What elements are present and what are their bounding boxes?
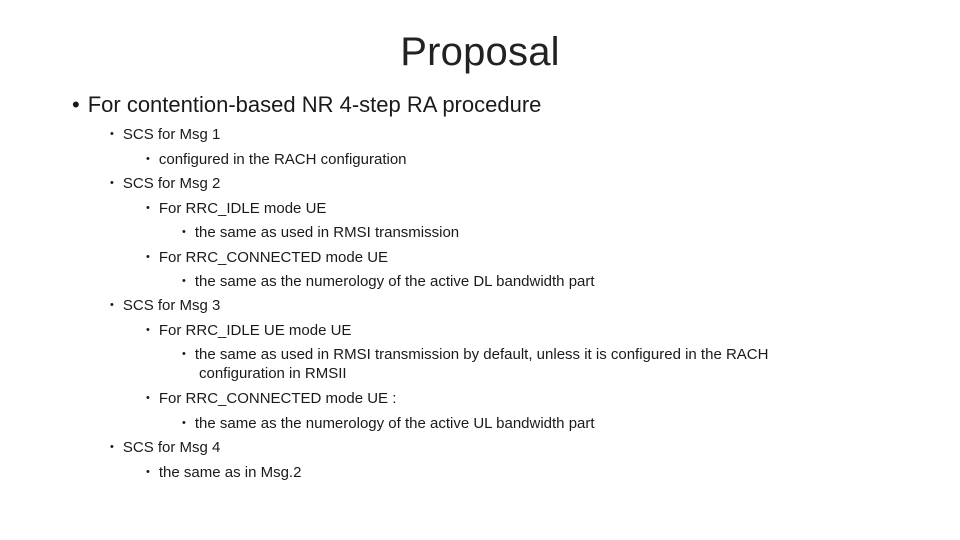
slide-title: Proposal	[400, 30, 560, 74]
bullet-text: For RRC_CONNECTED mode UE	[158, 249, 389, 266]
bullet-text: For RRC_IDLE UE mode UE	[158, 322, 352, 339]
bullet-text: configured in the RACH configuration	[158, 151, 407, 168]
bullet-dot: •	[110, 177, 114, 189]
bullet-level4	[182, 344, 768, 365]
bullet-dot: •	[182, 348, 186, 360]
bullet-dot: •	[182, 417, 186, 429]
bullet-dot: •	[110, 128, 114, 140]
bullet-text: SCS for Msg 4	[122, 439, 221, 456]
bullet-dot: •	[110, 441, 114, 453]
bullet-dot: •	[182, 275, 186, 287]
bullet-level3	[146, 198, 326, 219]
bullet-dot: •	[146, 392, 150, 404]
bullet-level3	[146, 320, 351, 341]
bullet-text: SCS for Msg 2	[122, 175, 221, 192]
bullet-level2	[110, 124, 220, 145]
bullet-dot: •	[146, 466, 150, 478]
bullet-text: For RRC_CONNECTED mode UE :	[158, 390, 397, 407]
bullet-dot: •	[146, 153, 150, 165]
bullet-level1	[72, 91, 541, 119]
bullet-level4	[182, 413, 595, 434]
bullet-level2	[110, 437, 220, 458]
bullet-level3	[146, 462, 301, 483]
bullet-text: the same as in Msg.2	[158, 464, 302, 481]
bullet-level3	[146, 388, 396, 409]
bullet-level3	[146, 149, 407, 170]
bullet-text: the same as used in RMSI transmission	[194, 224, 460, 241]
bullet-continuation: configuration in RMSII	[199, 365, 347, 382]
bullet-level2	[110, 295, 220, 316]
bullet-level4	[182, 222, 459, 243]
bullet-text: SCS for Msg 3	[122, 297, 221, 314]
bullet-text: the same as the numerology of the active UL bandwidth part	[194, 415, 595, 432]
bullet-dot: •	[182, 226, 186, 238]
bullet-text: the same as used in RMSI transmission by default, unless it is configured in the RACH	[194, 346, 769, 363]
bullet-dot: •	[110, 299, 114, 311]
bullet-level4	[182, 271, 595, 292]
bullet-level3	[146, 247, 388, 268]
bullet-text: the same as the numerology of the active DL bandwidth part	[194, 273, 595, 290]
bullet-dot: •	[146, 251, 150, 263]
bullet-text: SCS for Msg 1	[122, 126, 221, 143]
bullet-text: For contention-based NR 4-step RA procedure	[87, 92, 542, 117]
bullet-dot: •	[72, 92, 80, 117]
bullet-text: For RRC_IDLE mode UE	[158, 200, 327, 217]
bullet-dot: •	[146, 202, 150, 214]
bullet-dot: •	[146, 324, 150, 336]
bullet-level2	[110, 173, 220, 194]
